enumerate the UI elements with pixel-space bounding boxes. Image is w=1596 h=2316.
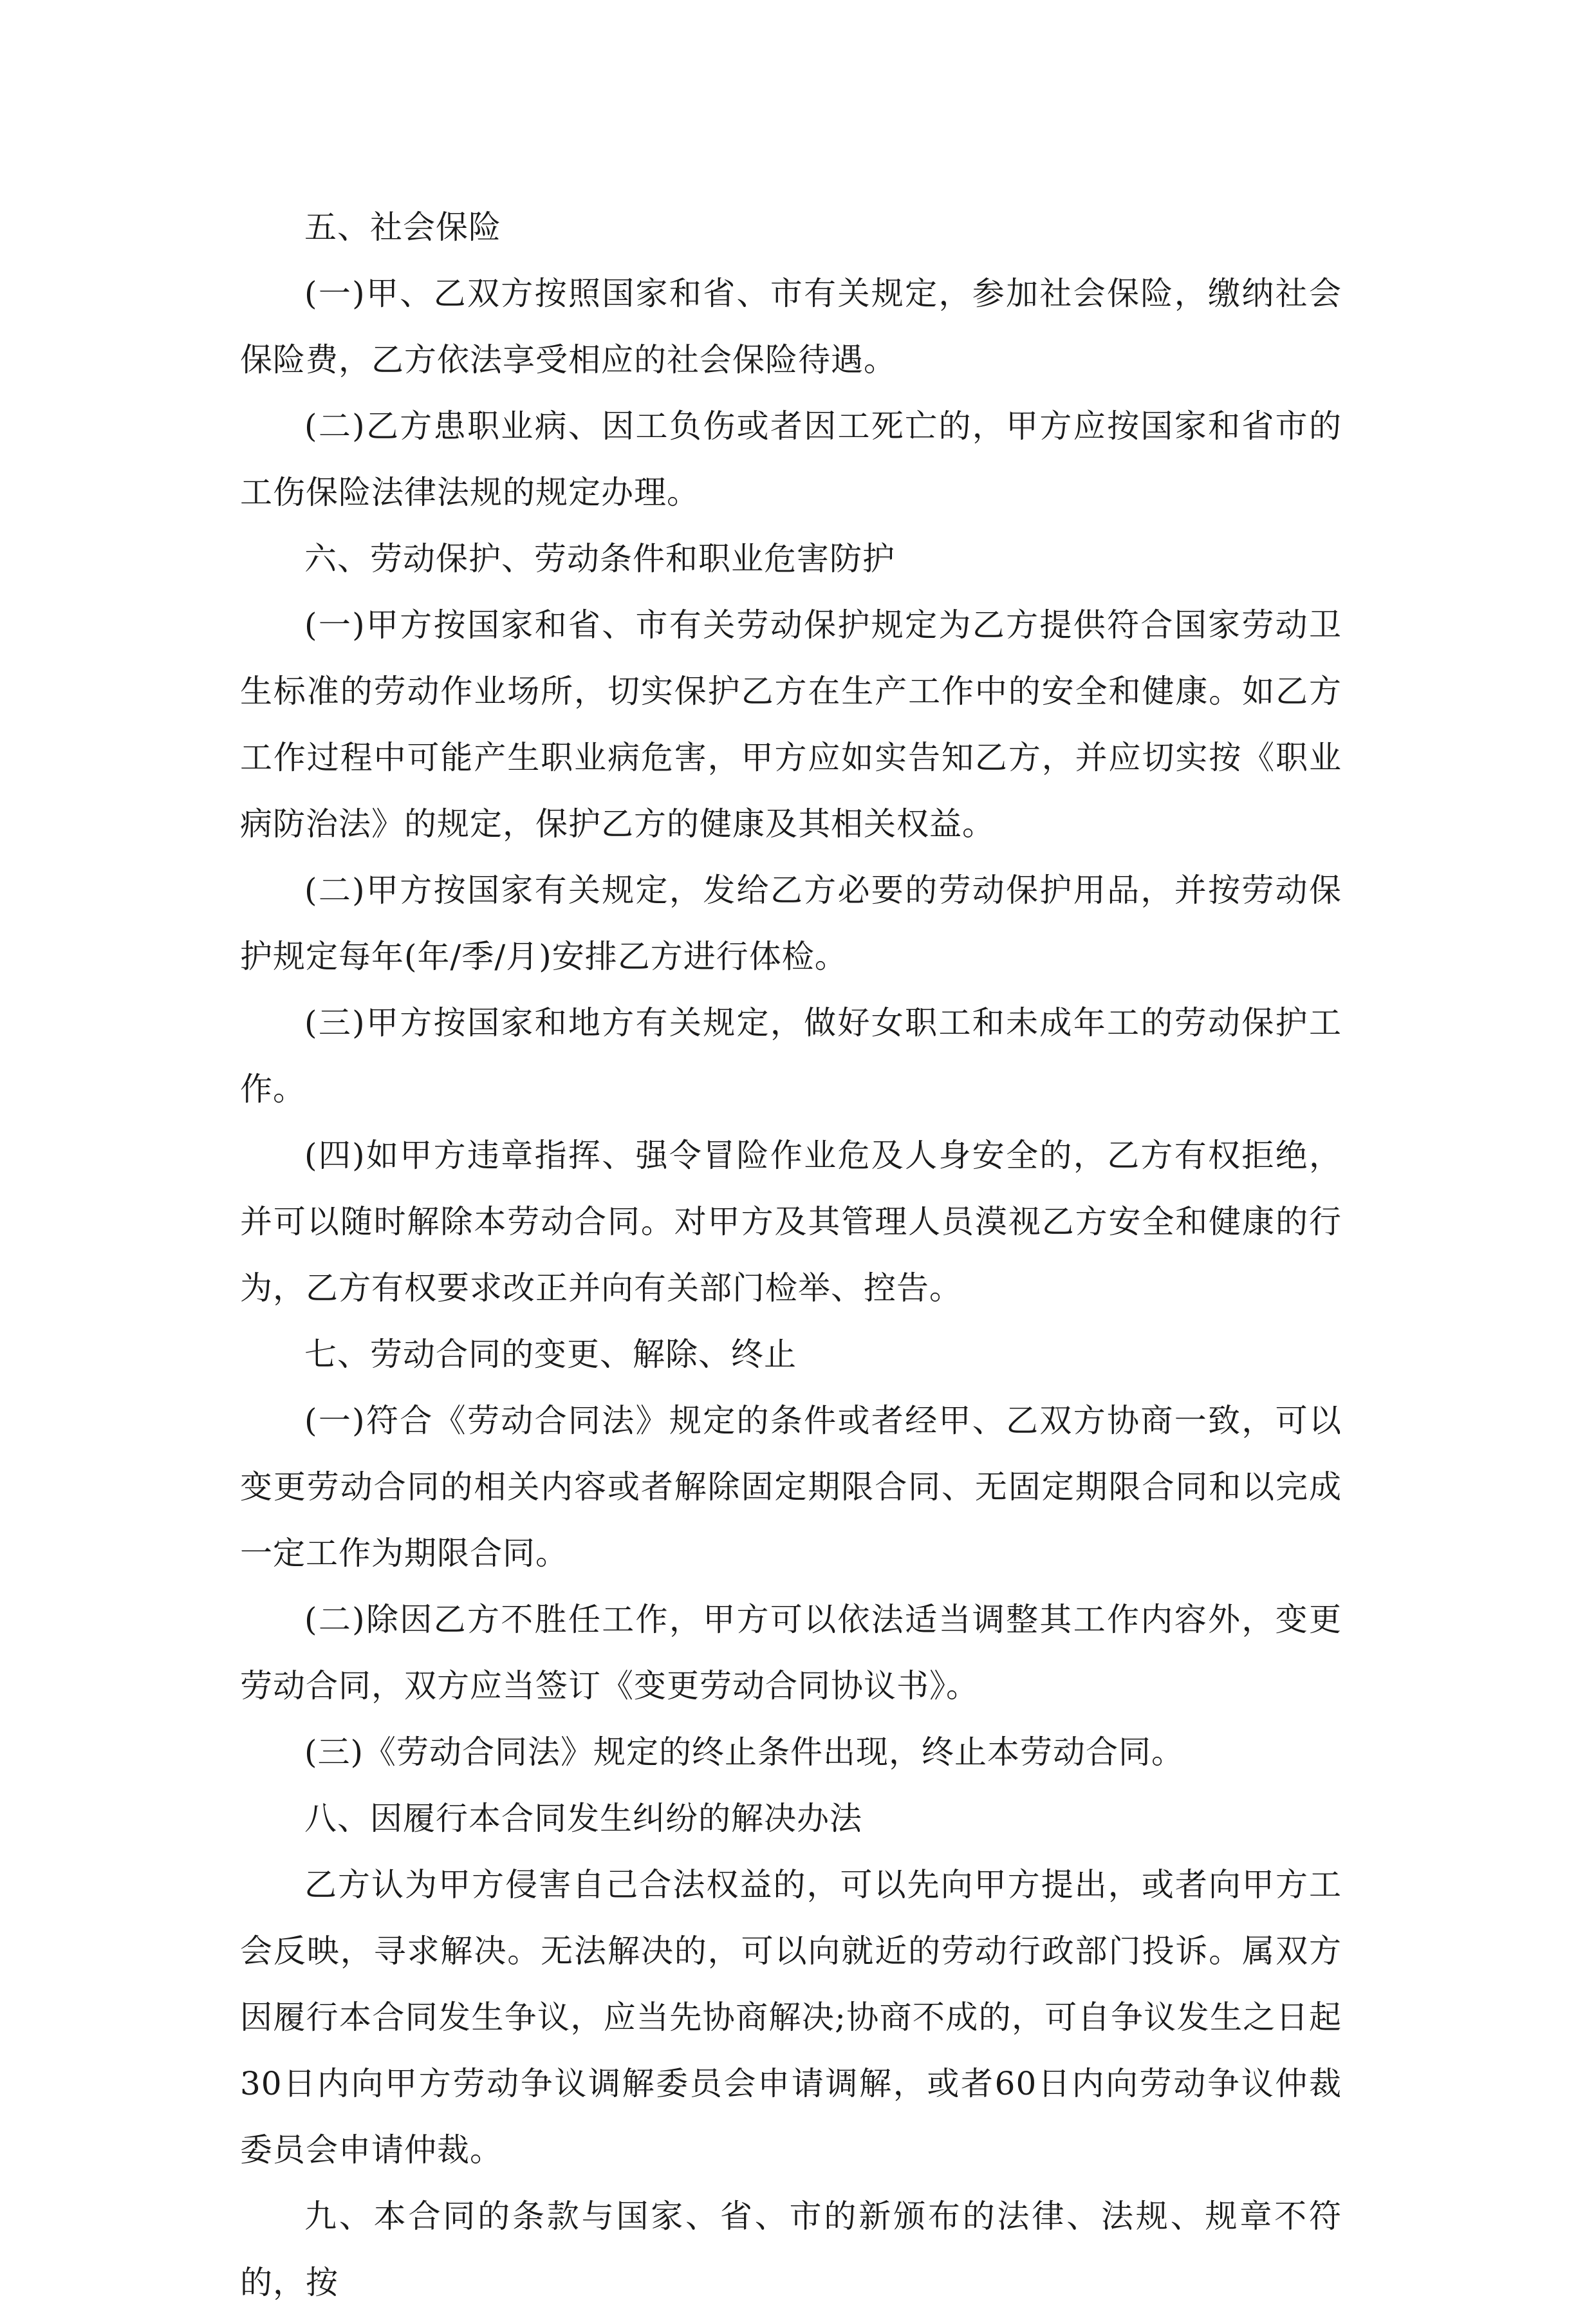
section-heading-social-insurance: 五、社会保险 xyxy=(304,209,501,246)
paragraph: 乙方认为甲方侵害自己合法权益的，可以先向甲方提出，或者向甲方工会反映，寻求解决。无法解决的，可以向就近的劳动行政部门投诉。属双方因履行本合同发生争议，应当先协商解决;协商不成的，可自争议发生之日起30日内向甲方劳动争议调解委员会申请调解，或者60日内向劳动争议仲裁委员会申请仲裁。 xyxy=(240,1866,1342,2169)
section-heading-terms-conflict: 九、本合同的条款与国家、省、市的新颁布的法律、法规、规章不符的，按 xyxy=(240,2198,1342,2301)
paragraph: (三)甲方按国家和地方有关规定，做好女职工和未成年工的劳动保护工作。 xyxy=(240,1004,1342,1108)
paragraph: (一)甲、乙双方按照国家和省、市有关规定，参加社会保险，缴纳社会保险费，乙方依法享受相应的社会保险待遇。 xyxy=(240,275,1342,378)
paragraph: (二)乙方患职业病、因工负伤或者因工死亡的，甲方应按国家和省市的工伤保险法律法规的规定办理。 xyxy=(240,407,1342,511)
document-body xyxy=(240,194,1342,2316)
section-heading-contract-change: 七、劳动合同的变更、解除、终止 xyxy=(304,1336,797,1373)
paragraph: (二)除因乙方不胜任工作，甲方可以依法适当调整其工作内容外，变更劳动合同，双方应当签订《变更劳动合同协议书》。 xyxy=(240,1601,1342,1704)
section-heading-dispute-resolution: 八、因履行本合同发生纠纷的解决办法 xyxy=(304,1800,862,1837)
paragraph: (三)《劳动合同法》规定的终止条件出现，终止本劳动合同。 xyxy=(304,1733,1185,1771)
paragraph: (二)甲方按国家有关规定，发给乙方必要的劳动保护用品，并按劳动保护规定每年(年/季/月)安排乙方进行体检。 xyxy=(240,872,1342,975)
paragraph: (一)符合《劳动合同法》规定的条件或者经甲、乙双方协商一致，可以变更劳动合同的相关内容或者解除固定期限合同、无固定期限合同和以完成一定工作为期限合同。 xyxy=(240,1402,1342,1572)
paragraph: (四)如甲方违章指挥、强令冒险作业危及人身安全的，乙方有权拒绝，并可以随时解除本劳动合同。对甲方及其管理人员漠视乙方安全和健康的行为，乙方有权要求改正并向有关部门检举、控告。 xyxy=(240,1137,1342,1307)
paragraph: (一)甲方按国家和省、市有关劳动保护规定为乙方提供符合国家劳动卫生标准的劳动作业场所，切实保护乙方在生产工作中的安全和健康。如乙方工作过程中可能产生职业病危害，甲方应如实告知乙方，并应切实按《职业病防治法》的规定，保护乙方的健康及其相关权益。 xyxy=(240,606,1342,843)
section-heading-labor-protection: 六、劳动保护、劳动条件和职业危害防护 xyxy=(304,540,895,577)
